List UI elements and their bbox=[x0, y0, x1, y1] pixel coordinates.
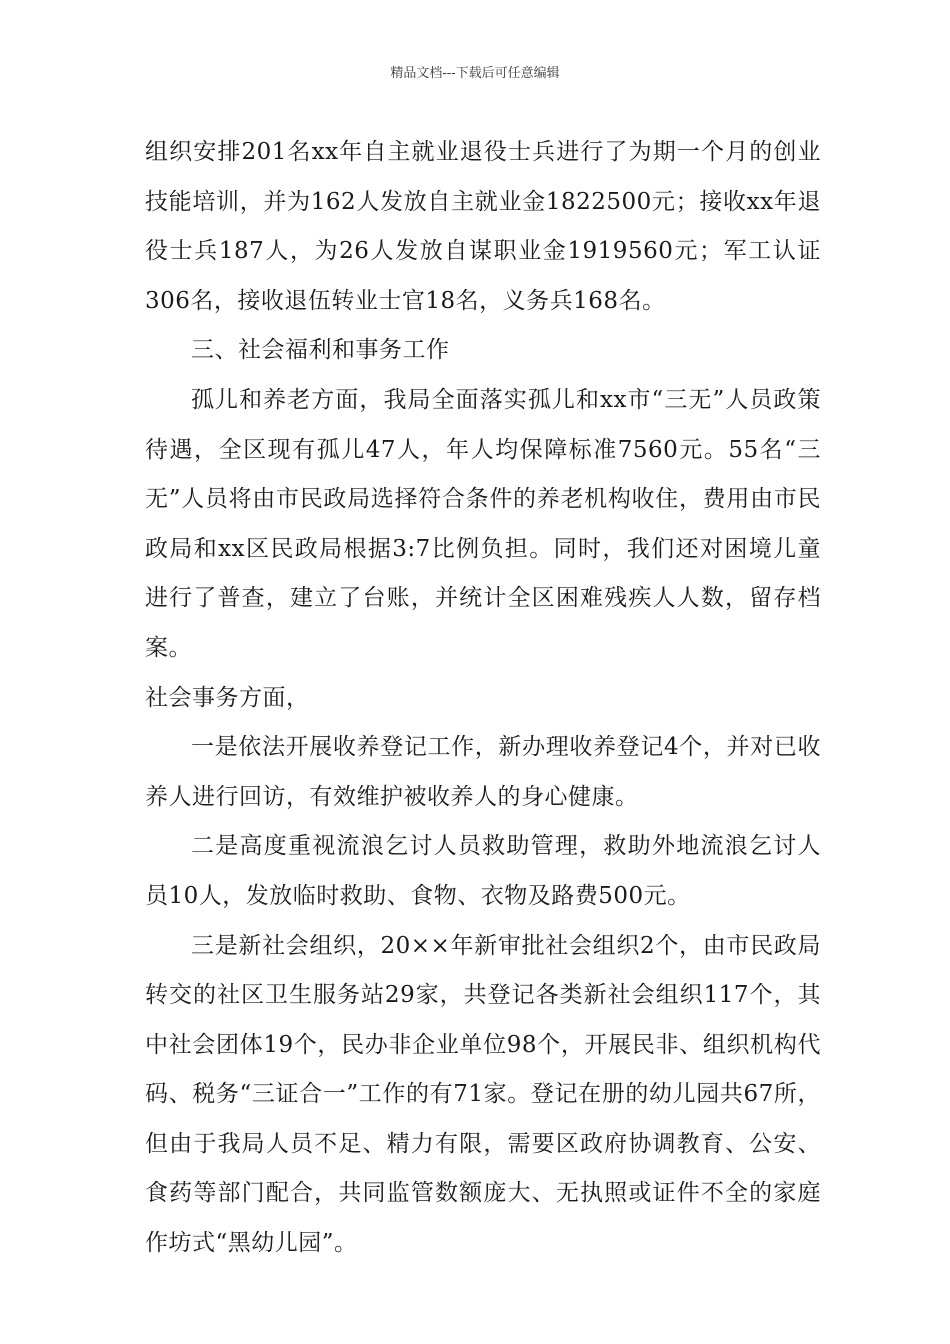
section-heading-social-welfare: 三、社会福利和事务工作 bbox=[191, 337, 450, 364]
paragraph-orphans-elderly: 孤儿和养老方面，我局全面落实孤儿和xx市“三无”人员政策待遇，全区现有孤儿47人，年人均保障标准7560元。55名“三无”人员将由市民政局选择符合条件的养老机构收住，费用由市民政局和xx区民政局根据3:7比例负担。同时，我们还对困境儿童进行了普查，建立了台账，并统计全区困难残疾人人数，留存档案。 bbox=[145, 386, 821, 661]
paragraph-social-organizations: 三是新社会组织，20××年新审批社会组织2个，由市民政局转交的社区卫生服务站29家，共登记各类新社会组织117个，其中社会团体19个，民办非企业单位98个，开展民非、组织机构代码、税务“三证合一”工作的有71家。登记在册的幼儿园共67所，但由于我局人员不足、精力有限，需要区政府协调教育、公安、食药等部门配合，共同监管数额庞大、无执照或证件不全的家庭作坊式“黑幼儿园”。 bbox=[145, 932, 821, 1257]
paragraph-veteran-placement: 组织安排201名xx年自主就业退役士兵进行了为期一个月的创业技能培训，并为162人发放自主就业金1822500元；接收xx年退役士兵187人，为26人发放自谋职业金1919560元；军工认证306名，接收退伍转业士官18名，义务兵168名。 bbox=[145, 139, 821, 314]
paragraph-adoption-registration: 一是依法开展收养登记工作，新办理收养登记4个，并对已收养人进行回访，有效维护被收养人的身心健康。 bbox=[145, 734, 821, 810]
paragraph-vagrant-relief: 二是高度重视流浪乞讨人员救助管理，救助外地流浪乞讨人员10人，发放临时救助、食物、衣物及路费500元。 bbox=[145, 833, 821, 909]
paragraph-social-affairs-intro: 社会事务方面， bbox=[145, 684, 310, 711]
document-body bbox=[145, 128, 821, 1269]
page-header: 精品文档---下载后可任意编辑 bbox=[390, 66, 560, 81]
